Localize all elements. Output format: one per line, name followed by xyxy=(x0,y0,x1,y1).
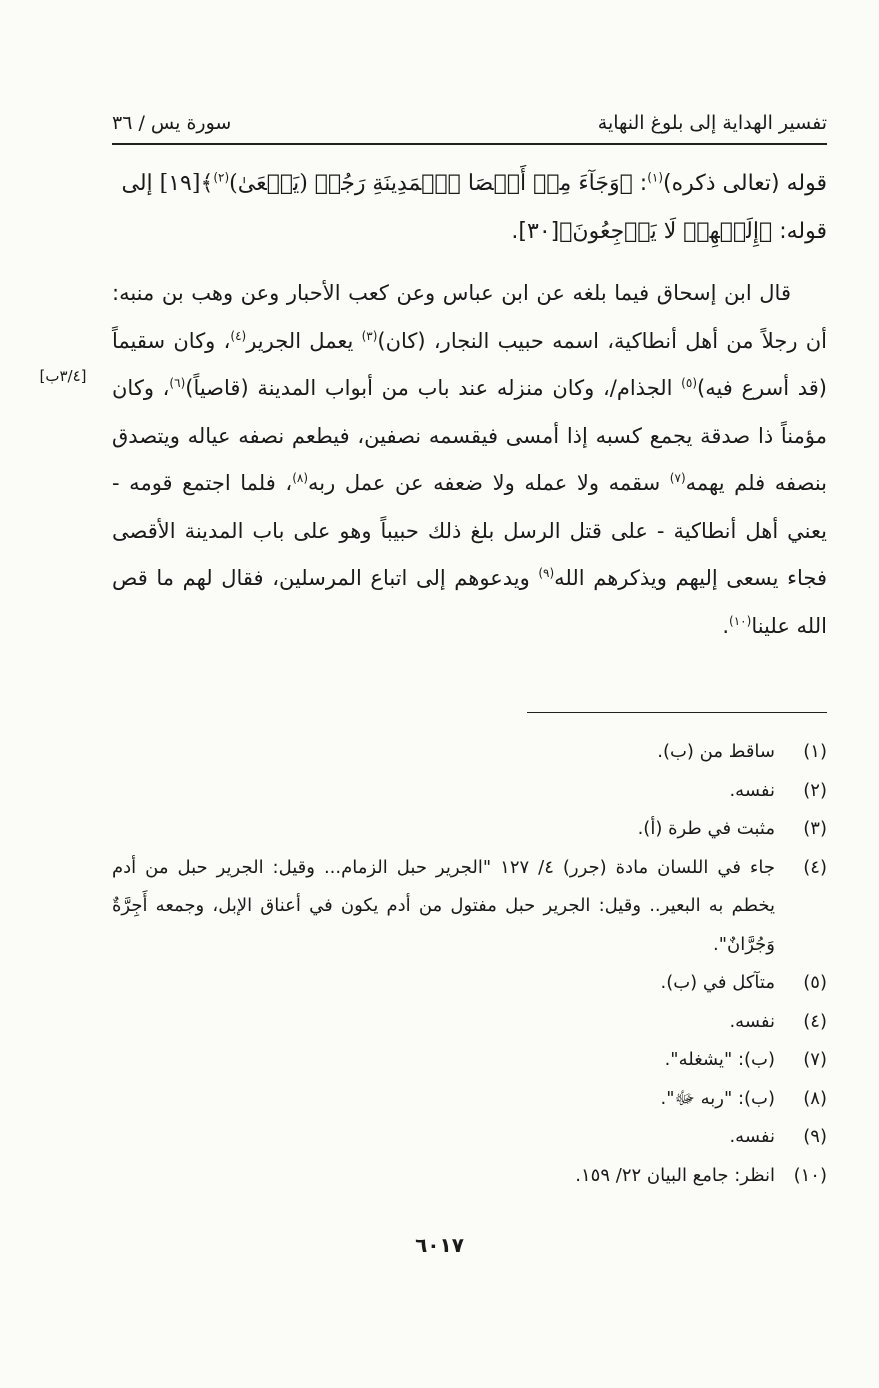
footnote-text: (ب): "يشغله". xyxy=(664,1049,775,1070)
footnote-text: نفسه. xyxy=(729,779,775,801)
marginal-folio-note: [٣/٤ب] xyxy=(39,367,87,385)
footnote-text: انظر: جامع البيان ٢٢/ ١٥٩. xyxy=(575,1164,775,1186)
text-run: سقمه ولا عمله ولا ضعفه عن عمل ربه xyxy=(308,471,670,495)
book-title: تفسير الهداية إلى بلوغ النهاية xyxy=(597,112,827,134)
footnote-number: (٢) xyxy=(803,779,827,801)
footnote-number: (٩) xyxy=(803,1126,827,1147)
footnote-number: (٨) xyxy=(803,1087,827,1109)
footnote-ref: (٤) xyxy=(230,328,247,343)
footnote-number: (٥) xyxy=(803,972,827,993)
footnote-ref: (٨) xyxy=(292,471,309,485)
footnote xyxy=(112,1003,827,1042)
quran-verse-start-end: ﴾[١٩] إلى xyxy=(121,171,214,196)
footnotes xyxy=(112,733,827,1195)
text-run: ويدعوهم إلى اتباع المرسلين، فقال لهم ما قص الله علينا xyxy=(112,566,827,638)
verse-sep: : xyxy=(632,171,648,196)
footnote xyxy=(112,1118,827,1157)
body-paragraph xyxy=(112,270,827,650)
text-run: ، فلما اجتمع قومه - يعني أهل أنطاكية - على قتل الرسل بلغ ذلك حبيباً وهو على باب المدينة الأقصى فجاء يسعى إليهم ويذكرهم الله xyxy=(112,471,827,590)
footnote-text: جاء في اللسان مادة (جرر) ٤/ ١٢٧ "الجرير حبل الزمام... وقيل: الجرير حبل من أدم يخطم به البعير.. وقيل: الجرير حبل مفتول من أدم يكون في أعناق الإبل، وجمعه أَجِرَّةٌ وَجُرَّانٌ". xyxy=(112,856,775,955)
footnote-text: نفسه. xyxy=(729,1010,775,1032)
quran-verse-start: ﴿وَجَآءَ مِنۡ أَقۡصَا ٱلۡمَدِينَةِ رَجُلٞ (يَسۡعَىٰ) xyxy=(229,171,633,196)
page-number: ٦٠١٧ xyxy=(415,1233,464,1257)
footnote xyxy=(112,733,827,772)
footnote xyxy=(112,772,827,811)
text-run: . xyxy=(722,613,730,638)
footnote-ref: (١) xyxy=(647,170,664,185)
footnote-ref: (٢) xyxy=(213,170,230,185)
footnote-ref: (٥) xyxy=(681,376,697,390)
footnote-text: مثبت في طرة (أ). xyxy=(637,818,775,839)
verse-end-number: [٣٠]. xyxy=(511,219,560,244)
quran-verse-end: ﴿إِلَيۡهِمۡ لَا يَرۡجِعُونَ﴾ xyxy=(559,219,773,244)
footnote xyxy=(112,849,827,965)
verse-line2-lead: قوله: xyxy=(772,219,827,244)
footnote-divider xyxy=(527,712,827,713)
text-run: الجذام/، وكان منزله عند باب من أبواب المدينة (قاصياً) xyxy=(185,376,682,400)
footnote-text: متآكل في (ب). xyxy=(660,972,775,993)
footnote-number: (٣) xyxy=(803,818,827,839)
footnote-ref: (٩) xyxy=(538,566,555,580)
paragraph xyxy=(112,270,827,650)
footnote-ref: (٦) xyxy=(169,376,186,390)
footnote xyxy=(112,964,827,1003)
footnote-text: ساقط من (ب). xyxy=(657,741,775,762)
footnote-number: (٤) xyxy=(803,1010,827,1032)
footnote-text: (ب): "ربه ﷻ". xyxy=(660,1087,775,1109)
footnote-number: (٧) xyxy=(803,1049,827,1070)
header-divider xyxy=(112,143,827,145)
footnote-text: نفسه. xyxy=(729,1126,775,1147)
footnote-ref: (١٠) xyxy=(729,613,752,628)
footnote xyxy=(112,1157,827,1196)
verse-lead: قوله (تعالى ذكره) xyxy=(663,171,827,196)
footnote-number: (١٠) xyxy=(793,1164,827,1186)
running-header xyxy=(112,98,827,134)
footnote xyxy=(112,1041,827,1080)
footnote-ref: (٧) xyxy=(669,471,686,485)
footnote-number: (١) xyxy=(803,741,827,762)
text-run: ، وكان مؤمناً ذا صدقة يجمع كسبه إذا أمسى فيقسمه نصفين، فيطعم نصفه عياله ويتصدق بنصفه فلم يهمه xyxy=(112,376,828,495)
verse-heading xyxy=(112,160,827,256)
footnote-number: (٤) xyxy=(803,856,827,878)
surah-label: سورة يس / ٣٦ xyxy=(112,112,232,134)
footnote xyxy=(112,810,827,849)
text-run: قال ابن إسحاق فيما بلغه عن ابن عباس وعن كعب الأحبار وعن وهب بن منبه: أن رجلاً من أهل أنطاكية، اسمه حبيب النجار، (كان) xyxy=(112,281,827,353)
text-run: يعمل الجرير xyxy=(246,328,362,353)
footnote-ref: (٣) xyxy=(361,328,378,343)
footnote xyxy=(112,1080,827,1119)
text-run: ، وكان سقيماً (قد أسرع فيه) xyxy=(112,328,827,400)
